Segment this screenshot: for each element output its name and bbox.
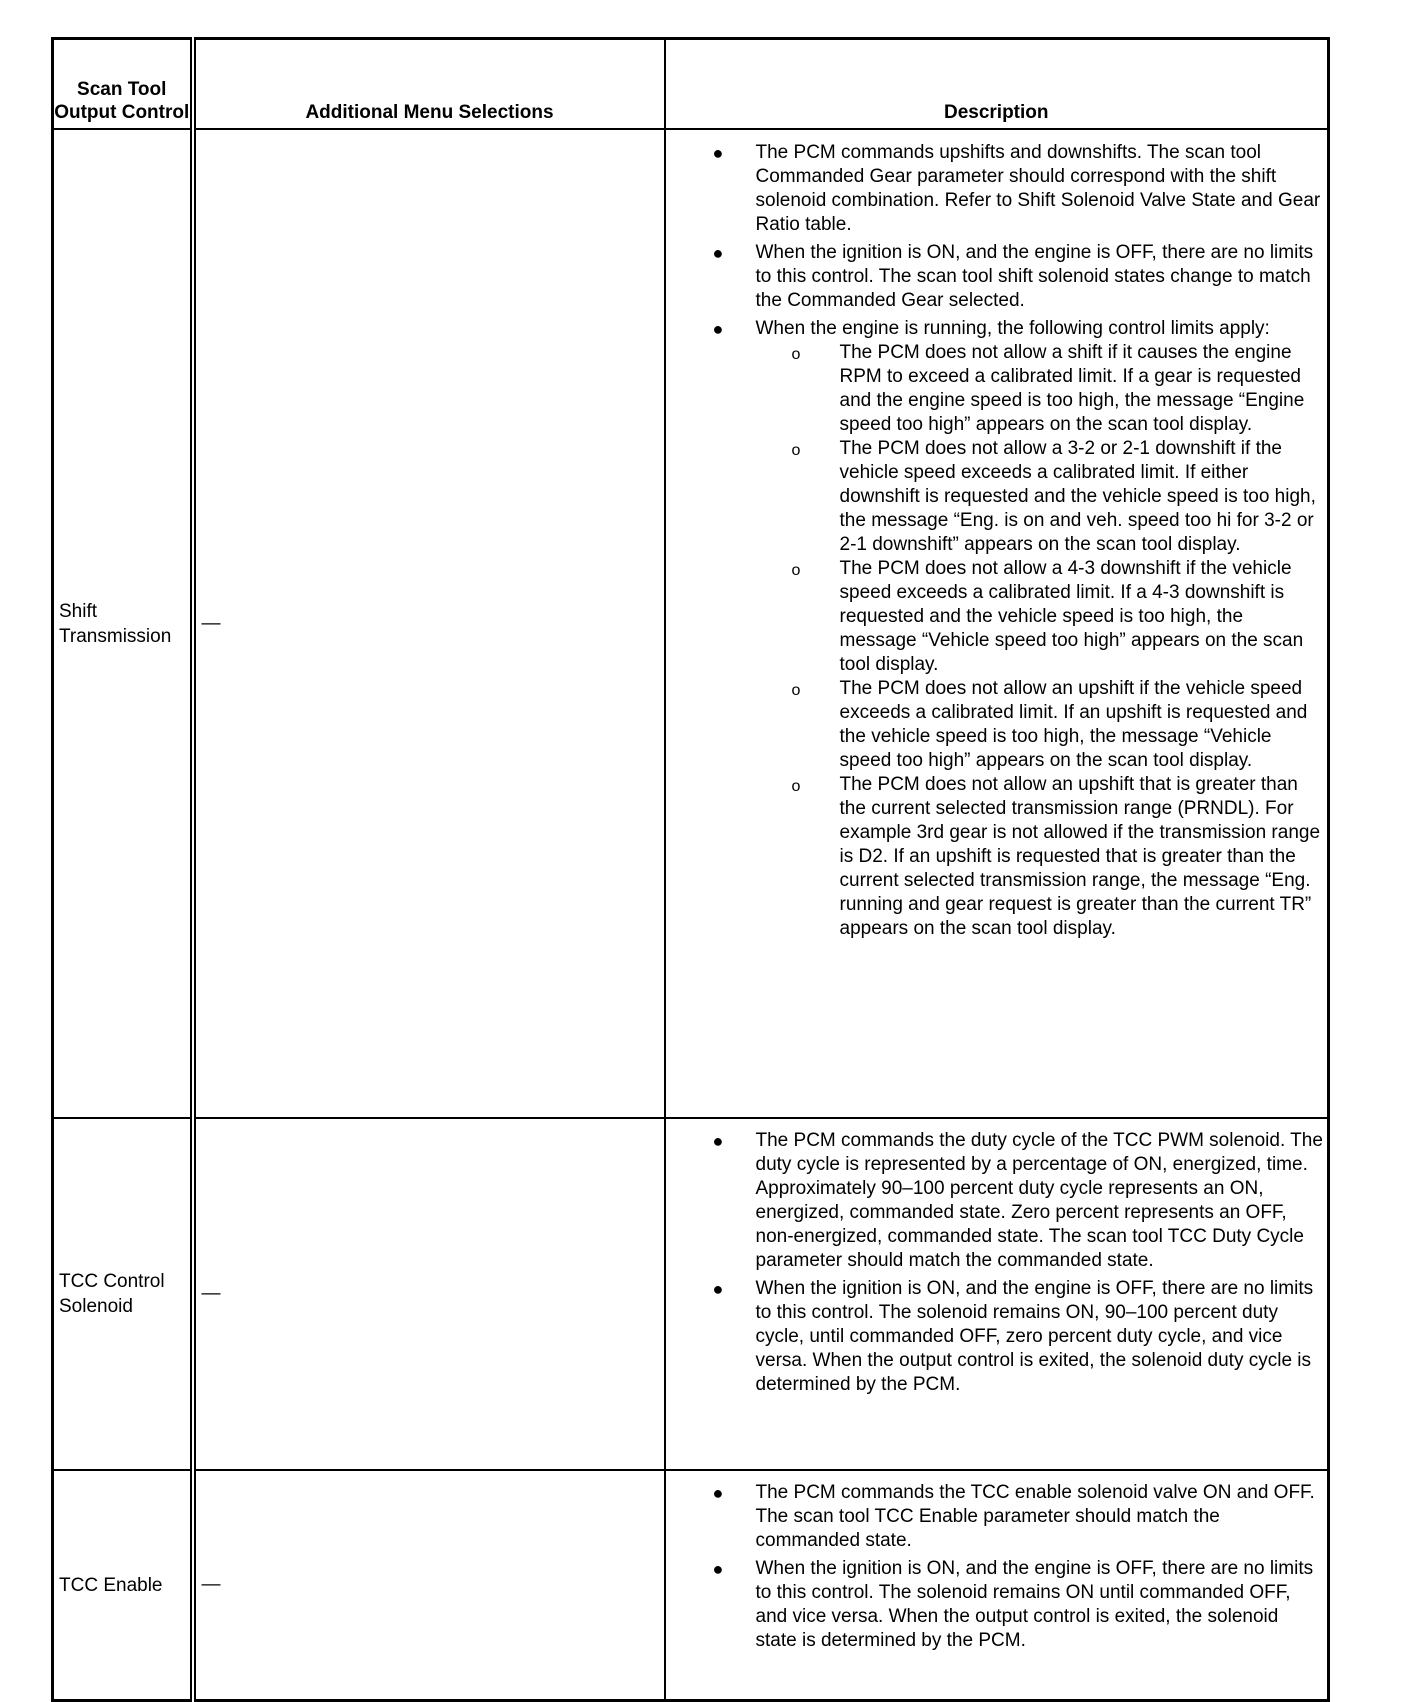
list-item: ● When the engine is running, the following control limits apply: o The PCM does not allow a shift if it causes the engine RPM to exceed a calibrated limit. If a gear is requested and the engine speed is too high, the message “Engine speed too high” appears on the scan tool display. o The PCM does not allow a 3-2 or 2-1 downshift if the vehicle speed exceeds a calibrated limit. If either downshift is requested and the vehicle speed is too high, the message “Eng. is on and veh. speed too hi for 3-2 or 2-1 downshift” appears on the scan tool display. o The PCM does not allow a 4-3 downshift if the vehicle speed exceeds a calibrated limit. If a 4-3 downshift is requested and the vehicle speed is too high, the message “Vehicle speed too high” appears on the scan tool display. o The PCM does not allow an upshift if the vehicle speed exceeds a calibrated limit. If an upshift is requested and the vehicle speed is too high, the message “Vehicle speed too high” appears on the scan tool display. o The PCM does not allow an upshift that is greater than the current selected transmission range (PRNDL). For example 3rd gear is not allowed if the transmission range is D2. If an upshift is requested that is greater than the current selected transmission range, the message “Eng. running and gear request is greater than the current TR” appears on the scan tool display.	[666, 317, 1328, 941]
output-control-table	[51, 37, 1330, 1702]
row-menu-selection: —	[193, 129, 665, 1118]
row-name-shift-transmission: Shift Transmission	[53, 129, 193, 1118]
bullet-icon: ●	[712, 1131, 724, 1151]
sub-list-item: o The PCM does not allow a 3-2 or 2-1 downshift if the vehicle speed exceeds a calibrated limit. If either downshift is requested and the vehicle speed is too high, the message “Eng. is on and veh. speed too hi for 3-2 or 2-1 downshift” appears on the scan tool display.	[791, 438, 1316, 555]
circle-bullet-icon: o	[791, 346, 801, 363]
circle-bullet-icon: o	[791, 442, 801, 459]
bullet-icon: ●	[712, 1483, 724, 1503]
list-item: ● The PCM commands the duty cycle of the TCC PWM solenoid. The duty cycle is represented by a percentage of ON, energized, time. Approximately 90–100 percent duty cycle represents an ON, energized, commanded state. Zero percent represents an OFF, non-energized, commanded state. The scan tool TCC Duty Cycle parameter should match the commanded state.	[712, 1130, 1323, 1271]
row-description	[665, 129, 1329, 1118]
sub-list-item: o The PCM does not allow an upshift that is greater than the current selected transmission range (PRNDL). For example 3rd gear is not allowed if the transmission range is D2. If an upshift is requested that is greater than the current selected transmission range, the message “Eng. running and gear request is greater than the current TR” appears on the scan tool display.	[791, 774, 1321, 939]
bullet-icon: ●	[712, 243, 724, 263]
bullet-icon: ●	[712, 1279, 724, 1299]
circle-bullet-icon: o	[791, 682, 801, 699]
header-row	[53, 39, 1329, 130]
header-description: Description	[665, 39, 1329, 130]
bullet-icon: ●	[712, 319, 724, 339]
circle-bullet-icon: o	[791, 778, 801, 795]
header-additional-menu-selections: Additional Menu Selections	[193, 39, 665, 130]
list-item: ● When the ignition is ON, and the engine is OFF, there are no limits to this control. The scan tool shift solenoid states change to match the Commanded Gear selected.	[712, 242, 1314, 311]
bullet-icon: ●	[712, 143, 724, 163]
table-row	[53, 1118, 1329, 1470]
table-row	[53, 1470, 1329, 1701]
list-item: ● The PCM commands the TCC enable solenoid valve ON and OFF. The scan tool TCC Enable parameter should match the commanded state.	[712, 1482, 1315, 1551]
sub-list-item: o The PCM does not allow a shift if it causes the engine RPM to exceed a calibrated limit. If a gear is requested and the engine speed is too high, the message “Engine speed too high” appears on the scan tool display.	[791, 342, 1305, 435]
bullet-icon: ●	[712, 1559, 724, 1579]
row-description	[665, 1118, 1329, 1470]
list-item: ● The PCM commands upshifts and downshifts. The scan tool Commanded Gear parameter should correspond with the shift solenoid combination. Refer to Shift Solenoid Valve State and Gear Ratio table.	[712, 142, 1321, 235]
table-row	[53, 129, 1329, 1118]
list-item: ● When the ignition is ON, and the engine is OFF, there are no limits to this control. The solenoid remains ON until commanded OFF, and vice versa. When the output control is exited, the solenoid state is determined by the PCM.	[712, 1558, 1314, 1651]
row-menu-selection: —	[193, 1118, 665, 1470]
list-item: ● When the ignition is ON, and the engine is OFF, there are no limits to this control. The solenoid remains ON, 90–100 percent duty cycle, until commanded OFF, zero percent duty cycle, and vice versa. When the output control is exited, the solenoid duty cycle is determined by the PCM.	[712, 1278, 1314, 1395]
sub-list-item: o The PCM does not allow a 4-3 downshift if the vehicle speed exceeds a calibrated limit. If a 4-3 downshift is requested and the vehicle speed is too high, the message “Vehicle speed too high” appears on the scan tool display.	[791, 558, 1304, 675]
header-scan-tool-output-control: Scan Tool Output Control	[53, 39, 193, 130]
row-name-tcc-control-solenoid: TCC Control Solenoid	[53, 1118, 193, 1470]
sub-list-item: o The PCM does not allow an upshift if the vehicle speed exceeds a calibrated limit. If an upshift is requested and the vehicle speed is too high, the message “Vehicle speed too high” appears on the scan tool display.	[791, 678, 1308, 771]
circle-bullet-icon: o	[791, 562, 801, 579]
row-name-tcc-enable: TCC Enable	[53, 1470, 193, 1701]
row-description	[665, 1470, 1329, 1701]
row-menu-selection: —	[193, 1470, 665, 1701]
